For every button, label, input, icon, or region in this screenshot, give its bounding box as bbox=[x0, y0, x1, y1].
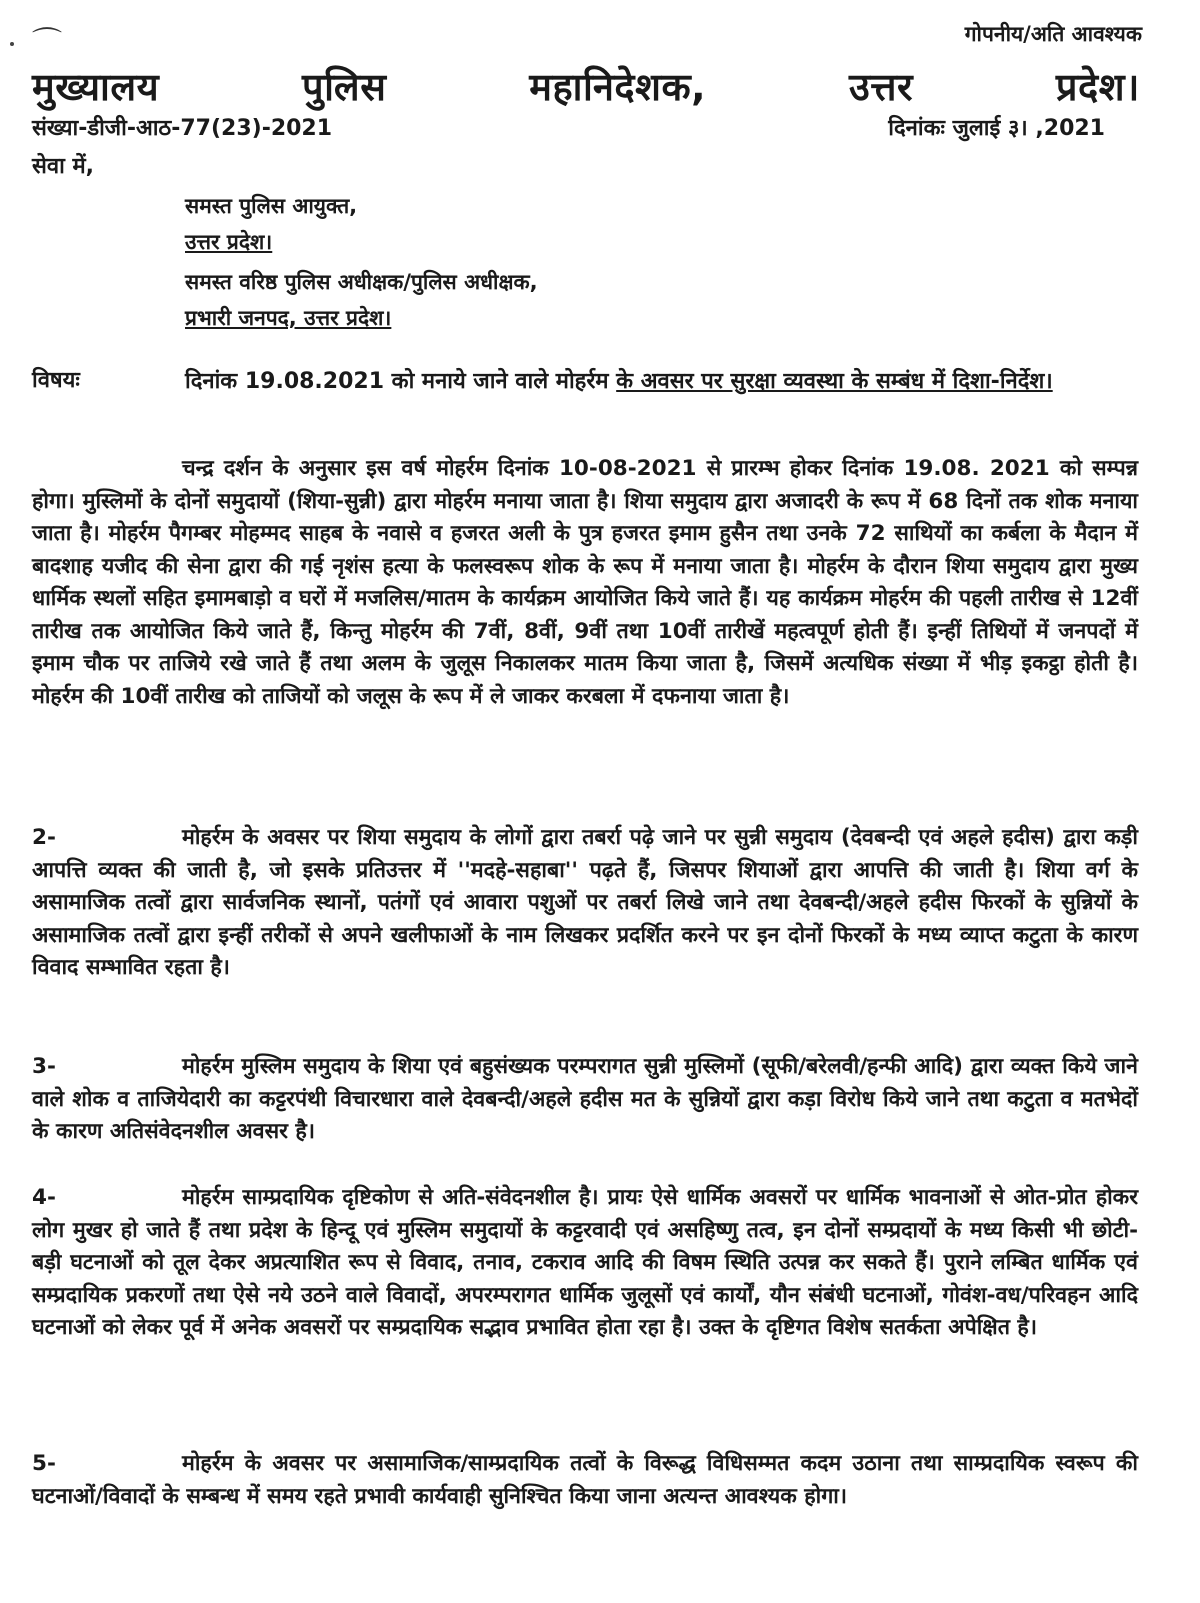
scan-dot-icon bbox=[10, 42, 14, 46]
letterhead-word: मुख्यालय bbox=[32, 65, 160, 109]
paragraph-5 bbox=[32, 1448, 1138, 1513]
paragraph-text: चन्द्र दर्शन के अनुसार इस वर्ष मोहर्रम दिनांक 10-08-2021 से प्रारम्भ होकर दिनांक 19.08. 2021 को सम्पन्न होगा। मुस्लिमों के दोनों समुदायों (शिया-सुन्नी) द्वारा मोहर्रम मनाया जाता है। शिया समुदाय द्वारा अजादरी के रूप में 68 दिनों तक शोक मनाया जाता है। मोहर्रम पैगम्बर मोहम्मद साहब के नवासे व हजरत अली के पुत्र हजरत इमाम हुसैन तथा उनके 72 साथियों का कर्बला के मैदान में बादशाह यजीद की सेना द्वारा की गई नृशंस हत्या के फलस्वरूप शोक के रूप में मनाया जाता है। मोहर्रम के दौरान शिया समुदाय द्वारा मुख्य धार्मिक स्थलों सहित इमामबाड़ो व घरों में मजलिस/मातम के कार्यक्रम आयोजित किये जाते हैं। यह कार्यक्रम मोहर्रम की पहली तारीख से 12वीं तारीख तक आयोजित किये जाते हैं, किन्तु मोहर्रम की 7वीं, 8वीं, 9वीं तथा 10वीं तारीखें महत्वपूर्ण होती हैं। इन्हीं तिथियों में जनपदों में इमाम चौक पर ताजिये रखे जाते हैं तथा अलम के जुलूस निकालकर मातम किया जाता है, जिसमें अत्यधिक संख्या में भीड़ इकट्ठा होती है। मोहर्रम की 10वीं तारीख को ताजियों को जलूस के रूप में ले जाकर करबला में दफनाया जाता है। bbox=[32, 456, 1138, 709]
paragraph-text: मोहर्रम के अवसर पर शिया समुदाय के लोगों द्वारा तबर्रा पढ़े जाने पर सुन्नी समुदाय (देवबन्दी एवं अहले हदीस) द्वारा कड़ी आपत्ति व्यक्त की जाती है, जो इसके प्रतिउत्तर में ''मदहे-सहाबा'' पढ़ते हैं, जिसपर शियाओं द्वारा आपत्ति की जाती है। शिया वर्ग के असामाजिक तत्वों द्वारा सार्वजनिक स्थानों, पतंगों एवं आवारा पशुओं पर तबर्रा लिखे जाने तथा देवबन्दी/अहले हदीस फिरकों के सुन्नियों के असामाजिक तत्वों द्वारा इन्हीं तरीकों से अपने खलीफाओं के नाम लिखकर प्रदर्शित करने पर इन दोनों फिरकों के मध्य व्याप्त कटुता के कारण विवाद सम्भावित रहता है। bbox=[32, 825, 1139, 980]
addressee-commissioners bbox=[185, 188, 357, 260]
paragraph-3 bbox=[32, 1051, 1138, 1149]
confidential-mark: गोपनीय/अति आवश्यक bbox=[964, 22, 1142, 46]
subject-plain: दिनांक 19.08.2021 को मनाये जाने वाले मोहर्रम bbox=[185, 369, 617, 394]
salutation: सेवा में, bbox=[32, 154, 94, 179]
letter-date: दिनांकः जुलाई ३। ,2021 bbox=[888, 116, 1105, 141]
subject-label: विषयः bbox=[32, 368, 80, 393]
corner-mark-icon: ⌒ bbox=[32, 26, 62, 61]
paragraph-2 bbox=[32, 822, 1138, 985]
paragraph-1 bbox=[32, 453, 1138, 713]
reference-row bbox=[32, 112, 1105, 142]
letterhead-word: महानिदेशक, bbox=[529, 65, 707, 109]
paragraph-4 bbox=[32, 1182, 1138, 1345]
subject-underlined: के अवसर पर सुरक्षा व्यवस्था के सम्बंध में दिशा-निर्देश। bbox=[616, 369, 1053, 394]
addressee-line: समस्त पुलिस आयुक्त, bbox=[185, 194, 358, 218]
paragraph-text: मोहर्रम मुस्लिम समुदाय के शिया एवं बहुसंख्यक परम्परागत सुन्नी मुस्लिमों (सूफी/बरेलवी/हन्फी आदि) द्वारा व्यक्त किये जाने वाले शोक व ताजियेदारी का कट्टरपंथी विचारधारा वाले देवबन्दी/अहले हदीस मत के सुन्नियों द्वारा कड़ा विरोध किये जाने तथा कटुता व मतभेदों के कारण अतिसंवेदनशील अवसर है। bbox=[32, 1054, 1138, 1144]
subject-text bbox=[185, 364, 1140, 400]
paragraph-number: 2- bbox=[32, 825, 56, 850]
addressee-line: उत्तर प्रदेश। bbox=[185, 230, 273, 254]
paragraph-number: 5- bbox=[32, 1451, 56, 1476]
letterhead bbox=[32, 60, 1140, 112]
addressee-superintendents bbox=[185, 264, 538, 336]
reference-number: संख्या-डीजी-आठ-77(23)-2021 bbox=[32, 116, 333, 141]
letterhead-word: प्रदेश। bbox=[1055, 65, 1140, 109]
addressee-line: समस्त वरिष्ठ पुलिस अधीक्षक/पुलिस अधीक्षक, bbox=[185, 270, 538, 294]
letterhead-word: उत्तर bbox=[848, 65, 914, 109]
paragraph-number: 3- bbox=[32, 1054, 56, 1079]
paragraph-text: मोहर्रम साम्प्रदायिक दृष्टिकोण से अति-संवेदनशील है। प्रायः ऐसे धार्मिक अवसरों पर धार्मिक भावनाओं से ओत-प्रोत होकर लोग मुखर हो जाते हैं तथा प्रदेश के हिन्दू एवं मुस्लिम समुदायों के कट्टरवादी एवं असहिष्णु तत्व, इन दोनों सम्प्रदायों के मध्य किसी भी छोटी-बड़ी घटनाओं को तूल देकर अप्रत्याशित रूप से विवाद, तनाव, टकराव आदि की विषम स्थिति उत्पन्न कर सकते हैं। पुराने लम्बित धार्मिक एवं सम्प्रदायिक प्रकरणों तथा ऐसे नये उठने वाले विवादों, अपरम्परागत धार्मिक जुलूसों एवं कार्यों, यौन संबंधी घटनाओं, गोवंश-वध/परिवहन आदि घटनाओं को लेकर पूर्व में अनेक अवसरों पर सम्प्रदायिक सद्भाव प्रभावित होता रहा है। उक्त के दृष्टिगत विशेष सतर्कता अपेक्षित है। bbox=[32, 1185, 1138, 1340]
letterhead-word: पुलिस bbox=[302, 65, 387, 109]
paragraph-text: मोहर्रम के अवसर पर असामाजिक/साम्प्रदायिक तत्वों के विरूद्ध विधिसम्मत कदम उठाना तथा साम्प्रदायिक स्वरूप की घटनाओं/विवादों के सम्बन्ध में समय रहते प्रभावी कार्यवाही सुनिश्चित किया जाना अत्यन्त आवश्यक होगा। bbox=[32, 1451, 1138, 1509]
paragraph-number: 4- bbox=[32, 1185, 56, 1210]
addressee-line: प्रभारी जनपद, उत्तर प्रदेश। bbox=[185, 306, 392, 330]
